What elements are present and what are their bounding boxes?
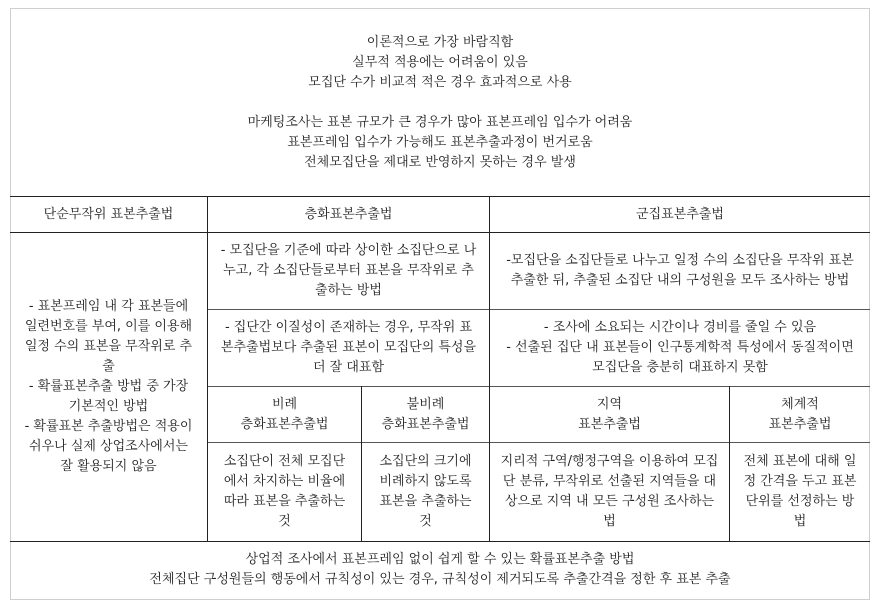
bottom-line: 전체집단 구성원들의 행동에서 규칙성이 있는 경우, 규칙성이 제거되도록 추출간격을 정한 후 표본 추출 [149, 572, 731, 587]
header-label: 층화표본추출법 [304, 206, 393, 222]
top-line: 전체모집단을 제대로 반영하지 못하는 경우 발생 [304, 154, 576, 170]
stratified-desc2-text: - 집단간 이질성이 존재하는 경우, 무작위 표본추출법보다 추출된 표본이 모집단의 특성을 더 잘 대표함 [220, 320, 477, 375]
subdesc-text: 전체 표본에 대해 일정 간격을 두고 표본단위를 선정하는 방법 [743, 454, 857, 529]
nonproportional-stratified-title [362, 387, 489, 442]
top-line: 이론적으로 가장 바람직함 [366, 34, 514, 50]
subdesc-text: 소집단의 크기에 비례하지 않도록 표본을 추출하는 것 [379, 454, 472, 529]
proportional-stratified-description [208, 443, 361, 541]
simple-desc-text: - 표본프레임 내 각 표본들에 일련번호를 부여, 이를 이용해 일정 수의 표본을 무작위로 추출 - 확률표본추출 방법 중 가장 기본적인 방법 - 확률표본 추출방법은 적용이 쉬우나 실제 상업조사에서는 잘 활용되지 않음 [24, 299, 193, 474]
nonproportional-stratified-description [362, 443, 489, 541]
cluster-description-2 [490, 310, 870, 386]
top-lines-b [248, 113, 633, 173]
header-stratified [208, 197, 489, 232]
bottom-line: 상업적 조사에서 표본프레임 없이 쉽게 할 수 있는 확률표본추출 방법 [245, 552, 635, 567]
header-simple-random [10, 197, 207, 232]
stratified-desc1-text: - 모집단을 기준에 따라 상이한 소집단으로 나누고, 각 소집단들로부터 표본을 무작위로 추출하는 방법 [220, 243, 477, 298]
proportional-stratified-title [208, 387, 361, 442]
cluster-desc1-text: -모집단을 소집단들로 나누고 일정 수의 소집단을 무작위 표본추출한 뒤, 추출된 소집단 내의 구성원을 모두 조사하는 방법 [506, 253, 854, 288]
stratified-description-2 [208, 310, 489, 386]
systematic-sampling-description [730, 443, 870, 541]
subheader-label: 비례 층화표본추출법 [240, 396, 329, 432]
top-line: 실무적 적용에는 어려움이 있음 [352, 54, 528, 70]
subheader-label: 체계적 표본추출법 [768, 396, 832, 432]
subheader-label: 지역 표본추출법 [578, 396, 641, 432]
top-lines-a [308, 33, 571, 93]
header-label: 군집표본추출법 [636, 206, 724, 222]
top-line: 마케팅조사는 표본 규모가 큰 경우가 많아 표본프레임 입수가 어려움 [247, 114, 633, 130]
top-line: 표본프레임 입수가 가능해도 표본추출과정이 번거로움 [287, 134, 593, 150]
bottom-summary [12, 542, 868, 598]
subdesc-text: 소집단이 전체 모집단에서 차지하는 비율에 따라 표본을 추출하는 것 [223, 454, 346, 529]
subheader-label: 불비례 층화표본추출법 [381, 396, 470, 432]
cluster-desc2-text: - 조사에 소요되는 시간이나 경비를 줄일 수 있음 - 선출된 집단 내 표본들이 인구통계학적 특성에서 동질적이면 모집단을 충분히 대표하지 못함 [506, 320, 854, 375]
area-sampling-description [490, 443, 729, 541]
header-label: 단순무작위 표본추출법 [43, 206, 174, 222]
systematic-sampling-title [730, 387, 870, 442]
area-sampling-title [490, 387, 729, 442]
top-summary [12, 10, 868, 195]
header-cluster [490, 197, 870, 232]
top-line: 모집단 수가 비교적 적은 경우 효과적으로 사용 [308, 74, 572, 90]
stratified-description-1 [208, 233, 489, 309]
subdesc-text: 지리적 구역/행정구역을 이용하여 모집단 분류, 무작위로 선출된 지역들을 대상으로 지역 내 모든 구성원 조사하는 법 [500, 454, 719, 529]
cluster-description-1 [490, 233, 870, 309]
simple-random-description [10, 233, 207, 541]
